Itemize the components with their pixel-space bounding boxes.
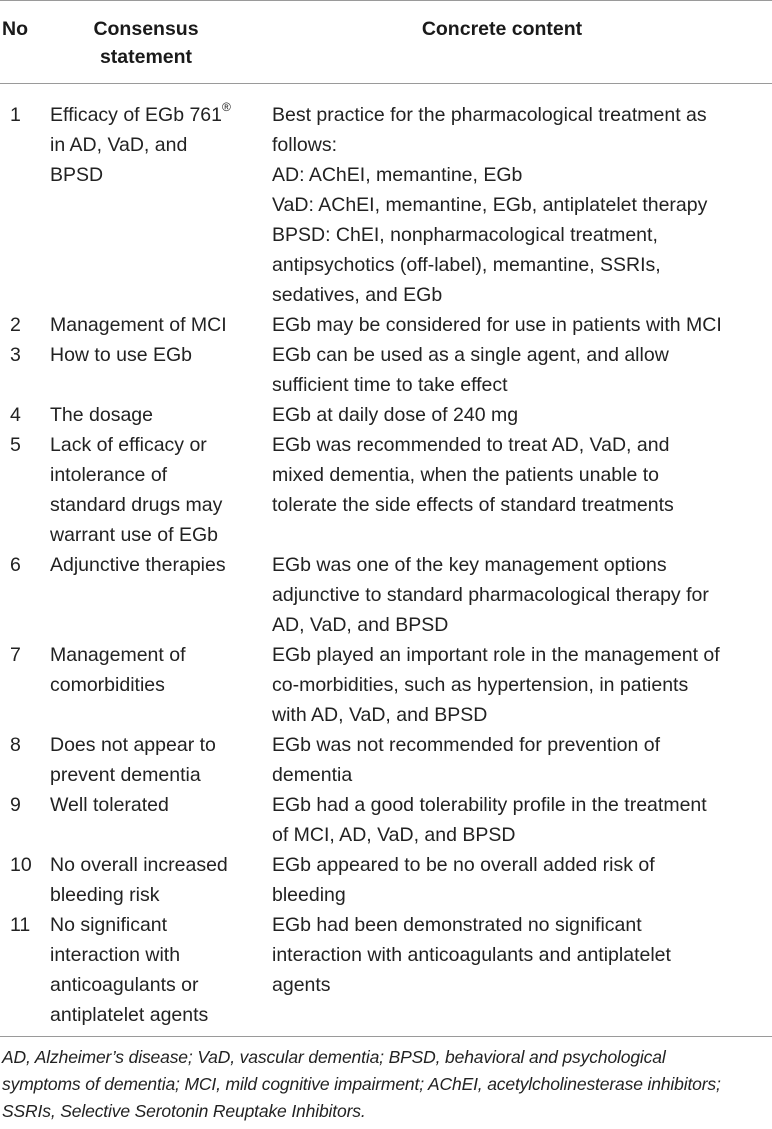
row-number: 9 <box>10 794 21 816</box>
statement-line: Management of MCI <box>50 314 227 336</box>
consensus-statement-cell <box>50 340 272 400</box>
statement-line: standard drugs may <box>50 494 223 516</box>
statement-line: warrant use of EGb <box>50 524 218 546</box>
table-row <box>0 430 772 550</box>
consensus-statement-cell <box>50 550 272 640</box>
concrete-content-cell <box>272 550 772 640</box>
concrete-content-cell <box>272 84 772 311</box>
consensus-statement-cell <box>50 790 272 850</box>
consensus-statement-cell <box>50 400 272 430</box>
content-line: VaD: AChEI, memantine, EGb, antiplatelet therapy <box>272 194 708 216</box>
consensus-statement-cell <box>50 84 272 311</box>
statement-line: Does not appear to <box>50 734 216 756</box>
concrete-content-cell <box>272 790 772 850</box>
table-row <box>0 850 772 910</box>
content-line: EGb played an important role in the management of <box>272 644 720 666</box>
concrete-content-cell <box>272 310 772 340</box>
concrete-content-cell <box>272 910 772 1037</box>
statement-line: comorbidities <box>50 674 165 696</box>
content-line: tolerate the side effects of standard treatments <box>272 494 674 516</box>
table-row <box>0 340 772 400</box>
footnote-line: SSRIs, Selective Serotonin Reuptake Inhibitors. <box>2 1101 366 1121</box>
statement-line: Lack of efficacy or <box>50 434 207 456</box>
content-line: Best practice for the pharmacological treatment as <box>272 104 707 126</box>
content-line: sufficient time to take effect <box>272 374 508 396</box>
header-no: No <box>0 1 50 84</box>
row-number: 3 <box>10 344 21 366</box>
content-line: BPSD: ChEI, nonpharmacological treatment, <box>272 224 658 246</box>
table-footnote <box>0 1037 772 1125</box>
header-consensus-statement <box>50 1 272 84</box>
table-header <box>0 1 772 84</box>
content-line: antipsychotics (off-label), memantine, SSRIs, <box>272 254 661 276</box>
statement-line: No overall increased <box>50 854 228 876</box>
footnote-line: AD, Alzheimer’s disease; VaD, vascular dementia; BPSD, behavioral and psychological <box>2 1047 666 1067</box>
content-line: follows: <box>272 134 338 156</box>
row-number: 10 <box>10 854 32 876</box>
content-line: EGb was not recommended for prevention of <box>272 734 661 756</box>
header-statement-line: Consensus <box>93 18 199 40</box>
statement-line: prevent dementia <box>50 764 201 786</box>
table-row <box>0 790 772 850</box>
table-body <box>0 84 772 1037</box>
row-number: 8 <box>10 734 21 756</box>
statement-line: bleeding risk <box>50 884 160 906</box>
table-row <box>0 910 772 1037</box>
statement-line: interaction with <box>50 944 181 966</box>
concrete-content-cell <box>272 430 772 550</box>
concrete-content-cell <box>272 640 772 730</box>
content-line: EGb may be considered for use in patients with MCI <box>272 314 722 336</box>
row-number: 5 <box>10 434 21 456</box>
consensus-statement-cell <box>50 310 272 340</box>
statement-line: Management of <box>50 644 186 666</box>
table-row <box>0 84 772 311</box>
statement-line: No significant <box>50 914 168 936</box>
content-line: AD, VaD, and BPSD <box>272 614 449 636</box>
content-line: co-morbidities, such as hypertension, in patients <box>272 674 689 696</box>
content-line: interaction with anticoagulants and antiplatelet <box>272 944 671 966</box>
consensus-statement-cell <box>50 850 272 910</box>
header-concrete-content: Concrete content <box>272 1 772 84</box>
header-statement-line: statement <box>99 46 193 68</box>
statement-line: Adjunctive therapies <box>50 554 226 576</box>
statement-line: anticoagulants or <box>50 974 199 996</box>
statement-line: intolerance of <box>50 464 168 486</box>
table-row <box>0 730 772 790</box>
row-number: 2 <box>10 314 21 336</box>
statement-line: in AD, VaD, and <box>50 134 188 156</box>
consensus-statement-cell <box>50 640 272 730</box>
registered-trademark-mark: ® <box>222 99 231 114</box>
content-line: of MCI, AD, VaD, and BPSD <box>272 824 516 846</box>
statement-line: Efficacy of EGb 761 <box>50 104 222 126</box>
footnote-line: symptoms of dementia; MCI, mild cognitive impairment; AChEI, acetylcholinesterase inhibitors; <box>2 1074 721 1094</box>
row-number: 6 <box>10 554 21 576</box>
header-row <box>0 1 772 84</box>
concrete-content-cell <box>272 730 772 790</box>
consensus-statement-cell <box>50 730 272 790</box>
row-number: 1 <box>10 104 21 126</box>
content-line: mixed dementia, when the patients unable to <box>272 464 660 486</box>
content-line: dementia <box>272 764 353 786</box>
table-row <box>0 640 772 730</box>
content-line: sedatives, and EGb <box>272 284 443 306</box>
statement-line: BPSD <box>50 164 104 186</box>
content-line: EGb at daily dose of 240 mg <box>272 404 519 426</box>
content-line: agents <box>272 974 331 996</box>
concrete-content-cell <box>272 340 772 400</box>
content-line: EGb appeared to be no overall added risk of <box>272 854 655 876</box>
statement-line: Well tolerated <box>50 794 169 816</box>
content-line: EGb had a good tolerability profile in the treatment <box>272 794 707 816</box>
table-row <box>0 550 772 640</box>
concrete-content-cell <box>272 400 772 430</box>
consensus-statement-cell <box>50 910 272 1037</box>
table-row <box>0 310 772 340</box>
content-line: EGb can be used as a single agent, and allow <box>272 344 669 366</box>
content-line: bleeding <box>272 884 346 906</box>
content-line: AD: AChEI, memantine, EGb <box>272 164 523 186</box>
table-row <box>0 400 772 430</box>
concrete-content-cell <box>272 850 772 910</box>
row-number: 7 <box>10 644 21 666</box>
consensus-statement-cell <box>50 430 272 550</box>
row-number: 4 <box>10 404 21 426</box>
row-number: 11 <box>10 914 31 936</box>
statement-line: antiplatelet agents <box>50 1004 209 1026</box>
content-line: EGb was one of the key management options <box>272 554 667 576</box>
statement-line: How to use EGb <box>50 344 192 366</box>
content-line: EGb was recommended to treat AD, VaD, and <box>272 434 670 456</box>
content-line: adjunctive to standard pharmacological therapy for <box>272 584 709 606</box>
content-line: EGb had been demonstrated no significant <box>272 914 642 936</box>
content-line: with AD, VaD, and BPSD <box>272 704 488 726</box>
statement-line: The dosage <box>50 404 153 426</box>
